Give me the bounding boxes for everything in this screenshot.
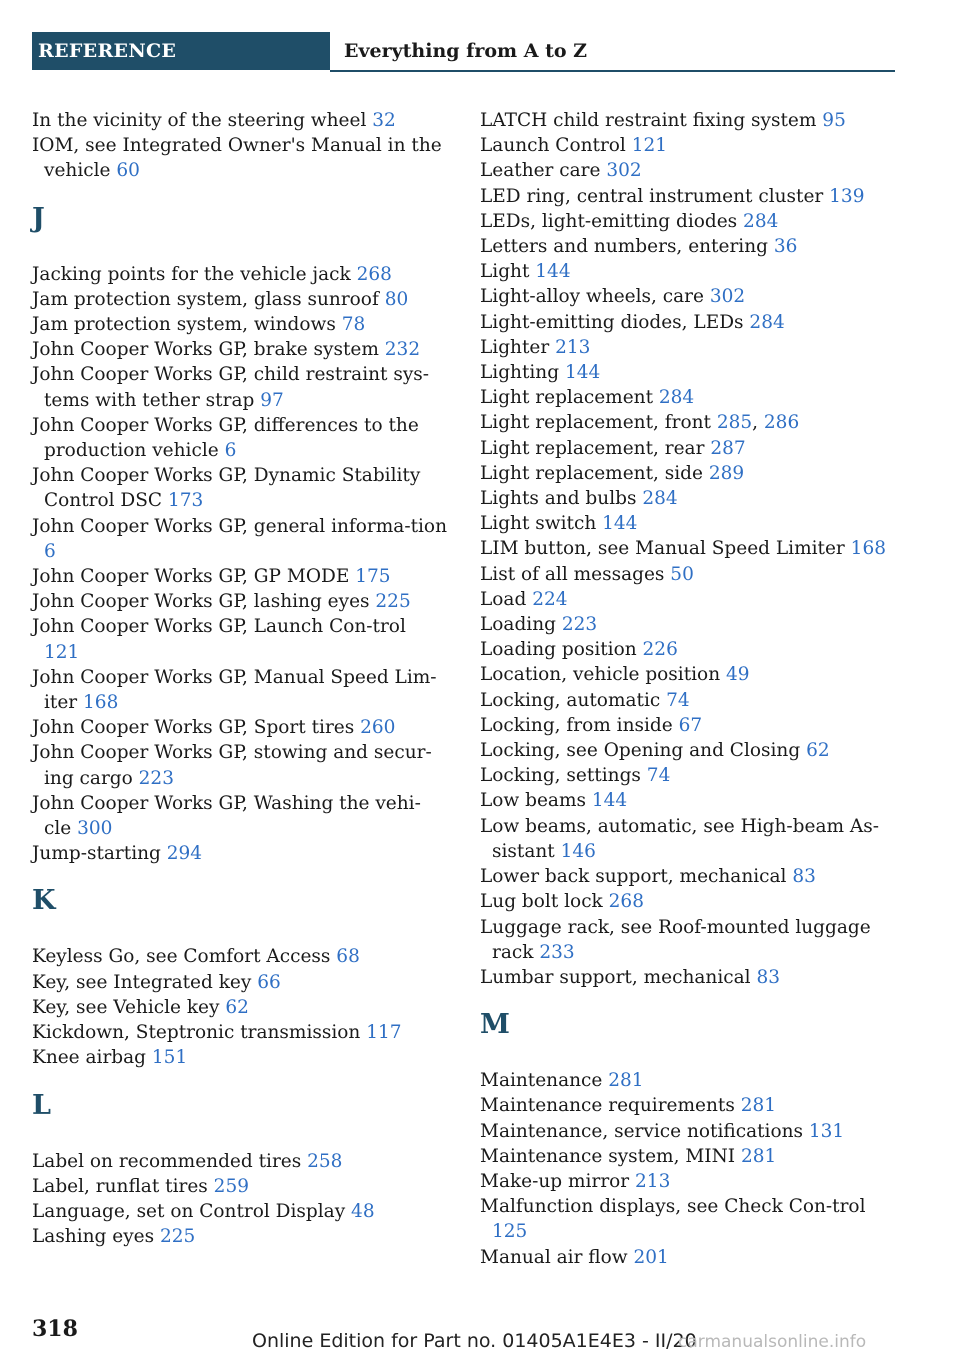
- page-link[interactable]: 284: [658, 387, 695, 409]
- page-link[interactable]: 151: [151, 1047, 188, 1069]
- page-link[interactable]: 62: [806, 740, 830, 762]
- page-link[interactable]: 224: [532, 588, 568, 610]
- page-link[interactable]: 80: [384, 288, 409, 310]
- page-link[interactable]: 225: [375, 591, 411, 613]
- index-entry: [480, 284, 900, 309]
- index-entry-term: LATCH child restraint fixing system: [480, 110, 823, 131]
- index-entry: [32, 589, 447, 614]
- page-separator: ,: [752, 412, 764, 434]
- index-entry-term: Light: [480, 261, 536, 283]
- index-entry: [480, 410, 900, 435]
- index-entry: [32, 133, 447, 183]
- index-entry: [32, 614, 447, 664]
- edition-note: Online Edition for Part no. 01405A1E4E3 - II/20: [252, 1330, 697, 1352]
- page-link[interactable]: 213: [635, 1170, 671, 1192]
- index-entry: [32, 514, 447, 564]
- page-link[interactable]: 268: [356, 263, 392, 285]
- index-entry: [480, 713, 900, 738]
- index-entry-term: Locking, automatic: [480, 689, 667, 711]
- index-entry: [480, 788, 900, 813]
- index-entry: [480, 158, 900, 183]
- index-entry-term: John Cooper Works GP, GP MODE: [32, 566, 356, 588]
- index-entry-term: Luggage rack, see Roof-mounted luggage rack: [480, 916, 871, 963]
- index-entry-term: In the vicinity of the steering wheel: [32, 110, 373, 131]
- index-entry: [480, 209, 900, 234]
- index-entry: [480, 662, 900, 687]
- index-entry: [32, 1224, 447, 1249]
- page-link[interactable]: 302: [709, 286, 746, 308]
- index-column-left: [32, 108, 447, 1249]
- index-entry-term: Lower back support, mechanical: [480, 866, 793, 888]
- page-link[interactable]: 62: [225, 996, 249, 1018]
- index-entry-term: John Cooper Works GP, child restraint sys-tems with tether strap: [32, 364, 430, 411]
- page-link[interactable]: 258: [307, 1150, 343, 1172]
- index-entry-term: Loading position: [480, 639, 643, 661]
- index-entry-term: Loading: [480, 614, 562, 636]
- index-entry-term: Manual air flow: [480, 1246, 634, 1268]
- index-entry-term: Light-alloy wheels, care: [480, 286, 710, 308]
- index-entry: [32, 312, 447, 337]
- index-entry: [32, 665, 447, 715]
- index-entry-term: Maintenance system, MINI: [480, 1145, 741, 1167]
- page-link[interactable]: 50: [670, 563, 694, 585]
- page-link[interactable]: 300: [77, 818, 113, 840]
- index-entry: [32, 1174, 447, 1199]
- page-link[interactable]: 144: [602, 513, 638, 535]
- watermark: carmanualsonline.info: [678, 1332, 867, 1352]
- page-link[interactable]: 68: [336, 946, 360, 968]
- index-entry: [32, 944, 447, 969]
- index-entry: [32, 463, 447, 513]
- index-entry-term: Key, see Integrated key: [32, 971, 258, 993]
- index-entry-term: List of all messages: [480, 563, 671, 585]
- page-link[interactable]: 139: [829, 185, 865, 207]
- index-entry-term: Jacking points for the vehicle jack: [32, 263, 357, 285]
- page-link[interactable]: 289: [708, 462, 745, 484]
- page-link[interactable]: 6: [44, 540, 56, 562]
- page-link[interactable]: 144: [535, 261, 571, 283]
- index-entry-term: John Cooper Works GP, Manual Speed Lim-iter: [32, 666, 437, 714]
- index-entry: [32, 564, 447, 589]
- index-entry-term: Knee airbag: [32, 1047, 152, 1069]
- page-link[interactable]: 223: [561, 614, 598, 636]
- page-link[interactable]: 294: [166, 843, 203, 865]
- index-entry: [32, 970, 447, 995]
- index-entry: [32, 1020, 447, 1045]
- page-link[interactable]: 117: [366, 1022, 402, 1044]
- header-rule: [330, 70, 895, 72]
- page-link[interactable]: 281: [608, 1070, 644, 1092]
- page-link[interactable]: 259: [213, 1175, 249, 1197]
- index-entry: [480, 587, 900, 612]
- index-entry: [32, 1199, 447, 1224]
- page-link[interactable]: 32: [372, 110, 396, 131]
- index-entry: [32, 108, 447, 133]
- page-link[interactable]: 285: [716, 412, 753, 434]
- index-entry: [480, 335, 900, 360]
- index-entry: [480, 1194, 900, 1244]
- page-link[interactable]: 175: [355, 566, 391, 588]
- index-entry: [480, 814, 900, 864]
- index-entry: [480, 965, 900, 990]
- index-entry: [480, 763, 900, 788]
- index-entry-term: John Cooper Works GP, lashing eyes: [32, 591, 376, 613]
- index-entry: [32, 413, 447, 463]
- page-link[interactable]: 97: [260, 389, 284, 411]
- page-link[interactable]: 201: [633, 1246, 669, 1268]
- index-entry-term: Lights and bulbs: [480, 488, 643, 510]
- index-entry: [480, 864, 900, 889]
- index-entry-term: Kickdown, Steptronic transmission: [32, 1022, 367, 1044]
- page-link[interactable]: 287: [710, 437, 746, 459]
- index-letter-heading: K: [32, 885, 56, 917]
- page-link[interactable]: 268: [608, 891, 644, 913]
- index-entry: [480, 310, 900, 335]
- index-entry: [32, 740, 447, 790]
- index-entry-term: John Cooper Works GP, Launch Con-trol: [32, 616, 406, 638]
- index-entry: [480, 133, 900, 158]
- index-entry-term: Low beams: [480, 790, 592, 812]
- index-entry: [480, 486, 900, 511]
- index-entry-term: Label, runflat tires: [32, 1175, 214, 1197]
- index-entry: [480, 1245, 900, 1270]
- index-entry-term: LEDs, light-emitting diodes: [480, 210, 744, 232]
- page-link[interactable]: 83: [792, 866, 816, 888]
- index-entry: [480, 536, 900, 561]
- index-letter-heading: L: [32, 1089, 51, 1121]
- page-link[interactable]: 83: [756, 966, 780, 988]
- index-entry-term: Letters and numbers, entering: [480, 236, 774, 258]
- index-entry: [32, 362, 447, 412]
- page-link[interactable]: 49: [726, 664, 750, 686]
- page-link[interactable]: 173: [167, 490, 204, 512]
- index-entry-term: LIM button, see Manual Speed Limiter: [480, 538, 851, 560]
- page-link[interactable]: 60: [116, 160, 140, 182]
- index-entry-term: Maintenance: [480, 1070, 609, 1092]
- index-entry: [480, 915, 900, 965]
- index-entry-term: Keyless Go, see Comfort Access: [32, 946, 337, 968]
- index-entry-term: IOM, see Integrated Owner's Manual in the vehicle: [32, 135, 442, 182]
- index-entry-term: Lighter: [480, 336, 556, 358]
- index-entry-term: John Cooper Works GP, stowing and secur-ing cargo: [32, 742, 432, 789]
- index-entry-term: Leather care: [480, 160, 607, 182]
- page-link[interactable]: 223: [138, 767, 174, 789]
- page-link[interactable]: 213: [555, 336, 591, 358]
- page-link[interactable]: 284: [749, 311, 785, 333]
- index-entry: [32, 995, 447, 1020]
- index-entry: [480, 612, 900, 637]
- index-entry: [32, 1149, 447, 1174]
- page-link[interactable]: 131: [808, 1120, 845, 1142]
- page-link[interactable]: 168: [850, 538, 886, 560]
- page-link[interactable]: 121: [631, 135, 668, 157]
- index-entry-term: John Cooper Works GP, differences to the production vehicle: [32, 414, 419, 462]
- index-entry: [32, 337, 447, 362]
- index-entry: [480, 461, 900, 486]
- page-link[interactable]: 74: [646, 765, 671, 787]
- index-entry-term: Key, see Vehicle key: [32, 996, 226, 1018]
- index-letter-heading: M: [480, 1009, 510, 1041]
- index-entry: [480, 637, 900, 662]
- index-entry: [480, 511, 900, 536]
- index-entry: [480, 259, 900, 284]
- index-entry-term: Light-emitting diodes, LEDs: [480, 311, 750, 333]
- page-link[interactable]: 226: [642, 639, 678, 661]
- page-link[interactable]: 260: [360, 717, 396, 739]
- index-entry: [480, 184, 900, 209]
- index-entry: [480, 562, 900, 587]
- page-title: Everything from A to Z: [344, 40, 588, 62]
- page-link[interactable]: 74: [666, 689, 690, 711]
- index-entry-term: LED ring, central instrument cluster: [480, 185, 830, 207]
- page-link[interactable]: 78: [341, 314, 366, 336]
- page-link[interactable]: 146: [560, 840, 596, 862]
- index-entry-term: Low beams, automatic, see High-beam As-sistant: [480, 815, 879, 862]
- index-entry-term: Label on recommended tires: [32, 1150, 308, 1172]
- page-header: [32, 32, 895, 72]
- index-entry-term: Malfunction displays, see Check Con-trol: [480, 1196, 866, 1218]
- index-entry-term: Jump-starting: [32, 843, 167, 865]
- index-entry: [480, 385, 900, 410]
- index-entry: [480, 1144, 900, 1169]
- page-link[interactable]: 281: [741, 1145, 777, 1167]
- index-entry-term: Locking, from inside: [480, 714, 679, 736]
- page-number: 318: [32, 1316, 78, 1342]
- index-entry-term: John Cooper Works GP, Washing the vehi-cle: [32, 792, 421, 840]
- page-link[interactable]: 125: [492, 1221, 528, 1243]
- page-link[interactable]: 168: [83, 692, 119, 714]
- page-link[interactable]: 281: [740, 1095, 777, 1117]
- page-link[interactable]: 284: [743, 210, 779, 232]
- index-entry-term: Lumbar support, mechanical: [480, 966, 757, 988]
- page-link[interactable]: 286: [763, 412, 800, 434]
- index-entry-term: Light replacement: [480, 387, 659, 409]
- index-entry-term: Jam protection system, windows: [32, 314, 342, 336]
- page-link[interactable]: 95: [822, 110, 846, 131]
- page-link[interactable]: 144: [564, 362, 601, 384]
- index-entry: [480, 1119, 900, 1144]
- page-link[interactable]: 48: [351, 1200, 375, 1222]
- index-entry: [32, 287, 447, 312]
- index-entry-term: Light replacement, side: [480, 462, 709, 484]
- page-link[interactable]: 233: [539, 941, 575, 963]
- page-link[interactable]: 144: [591, 790, 628, 812]
- index-entry-term: John Cooper Works GP, general informa-tion: [32, 515, 447, 537]
- page-link[interactable]: 225: [160, 1226, 196, 1248]
- page-link[interactable]: 36: [773, 236, 798, 258]
- index-entry-term: Locking, settings: [480, 765, 647, 787]
- index-entry-term: Light replacement, rear: [480, 437, 711, 459]
- index-entry-term: Location, vehicle position: [480, 664, 726, 686]
- index-entry: [32, 715, 447, 740]
- index-entry-term: Jam protection system, glass sunroof: [32, 288, 385, 310]
- page-link[interactable]: 302: [606, 160, 642, 182]
- page-link[interactable]: 232: [384, 339, 421, 361]
- section-label: REFERENCE: [32, 32, 330, 70]
- index-entry-term: John Cooper Works GP, Dynamic Stability Control DSC: [32, 465, 421, 512]
- page-link[interactable]: 67: [678, 714, 703, 736]
- index-entry-term: Light replacement, front: [480, 412, 717, 434]
- index-entry-term: Lashing eyes: [32, 1226, 161, 1248]
- index-entry: [32, 791, 447, 841]
- index-entry: [32, 841, 447, 866]
- index-entry-term: Light switch: [480, 513, 603, 535]
- index-entry-term: John Cooper Works GP, brake system: [32, 339, 385, 361]
- index-entry-term: Language, set on Control Display: [32, 1200, 352, 1222]
- index-entry-term: Maintenance requirements: [480, 1095, 741, 1117]
- index-entry: [480, 108, 900, 133]
- index-entry-term: Launch Control: [480, 135, 632, 157]
- index-entry-term: Locking, see Opening and Closing: [480, 740, 807, 762]
- index-entry: [480, 1169, 900, 1194]
- index-entry-term: Lighting: [480, 362, 565, 384]
- index-entry: [480, 738, 900, 763]
- index-entry-term: Load: [480, 588, 533, 610]
- index-entry: [32, 262, 447, 287]
- page-link[interactable]: 66: [257, 971, 281, 993]
- index-entry: [480, 1068, 900, 1093]
- page-link[interactable]: 6: [224, 440, 237, 462]
- page-link[interactable]: 121: [44, 641, 80, 663]
- index-entry-term: Make-up mirror: [480, 1170, 636, 1192]
- index-entry: [480, 436, 900, 461]
- index-column-right: [480, 108, 900, 1270]
- page-link[interactable]: 284: [642, 488, 678, 510]
- index-entry: [480, 1093, 900, 1118]
- index-entry-term: Lug bolt lock: [480, 891, 609, 913]
- index-entry-term: John Cooper Works GP, Sport tires: [32, 717, 361, 739]
- index-entry: [480, 889, 900, 914]
- index-entry: [480, 688, 900, 713]
- index-entry-term: Maintenance, service notifications: [480, 1120, 809, 1142]
- index-entry: [480, 360, 900, 385]
- index-letter-heading: J: [32, 202, 45, 234]
- index-entry: [480, 234, 900, 259]
- index-entry: [32, 1045, 447, 1070]
